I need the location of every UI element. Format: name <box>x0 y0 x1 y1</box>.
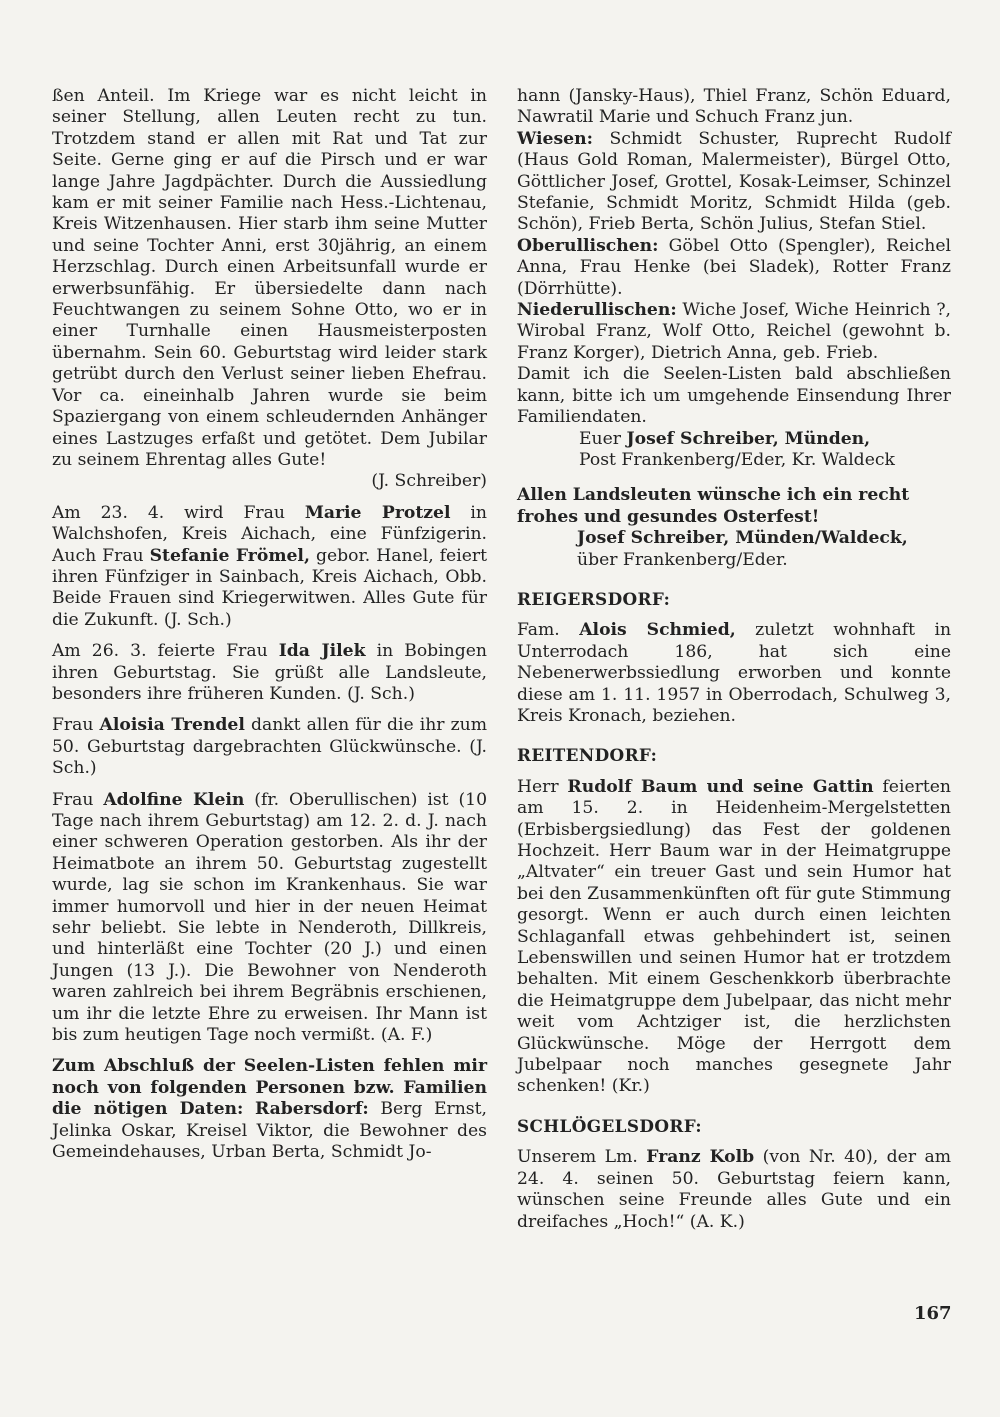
village-label: Oberullischen: <box>517 235 659 256</box>
easter-signature <box>517 528 951 571</box>
notice-kolb: Unserem Lm. Franz Kolb (von Nr. 40), der am 24. 4. seinen 50. Geburtstag feiern kann, wünschen seine Freunde alles Gute und ein dreifaches „Hoch!“ (A. K.) <box>517 1147 952 1232</box>
person-name: Alois Schmied, <box>579 620 736 641</box>
list-niederullischen: Niederullischen: Wiche Josef, Wiche Heinrich ?, Wirobal Franz, Wolf Otto, Reichel (gewohnt b. Franz Korger), Dietrich Anna, geb. Frieb. <box>517 300 951 363</box>
section-heading-reitendorf: REITENDORF: <box>517 745 658 766</box>
seelen-listen-request: Zum Abschluß der Seelen-Listen fehlen mir noch von folgenden Personen bzw. Familien die nötigen Daten: Rabersdorf: Berg Ernst, Jelinka Oskar, Kreisel Viktor, die Bewohner des Gemeindehauses, Urban Berta, Schmidt Jo- <box>52 1056 487 1163</box>
list-oberullischen: Oberullischen: Göbel Otto (Spengler), Reichel Anna, Frau Henke (bei Sladek), Rotter Franz (Dörrhütte). <box>517 235 951 299</box>
right-column <box>517 86 951 1243</box>
request-heading: Zum Abschluß der Seelen-Listen fehlen mir noch von folgenden Personen bzw. Familien die nötigen Daten: <box>52 1056 487 1120</box>
list-rabersdorf-continued: hann (Jansky-Haus), Thiel Franz, Schön Eduard, Nawratil Marie und Schuch Franz jun. <box>517 86 951 128</box>
notice-trendel: Frau Aloisia Trendel dankt allen für die ihr zum 50. Geburtstag dargebrachten Glückwünsche. (J. Sch.) <box>52 715 487 779</box>
left-column <box>52 86 487 1164</box>
birthday-article-continued <box>52 86 487 471</box>
article-text: ßen Anteil. Im Kriege war es nicht leicht in seiner Stellung, allen Leuten recht zu tun. Trotzdem stand er allen mit Rat und Tat zur Seite. Gerne ging er auf die Pirsch und er war lange Jahre Jagdpächter. Durch die Aussiedlung kam er mit seiner Familie nach Hess.-Lichtenau, Kreis Witzenhausen. Hier starb ihm seine Mutter und seine Tochter Anni, erst 30jährig, an einem Herzschlag. Durch einen Arbeitsunfall wurde er erwerbsunfähig. Er übersiedelte dann nach Feuchtwangen zu seinem Sohne Otto, wo er in einer Turnhalle einen Hausmeisterposten übernahm. Sein 60. Geburtstag wird leider stark getrübt durch den Verlust seiner lieben Ehefrau. Vor ca. eineinhalb Jahren wurde sie beim Spaziergang von einem schleudernden Anhänger eines Lastzuges erfaßt und getötet. Dem Jubilar zu seinem Ehrentag alles Gute! <box>52 86 487 470</box>
easter-greeting: Allen Landsleuten wünsche ich ein recht frohes und gesundes Osterfest! <box>517 485 910 527</box>
notice-schmied: Fam. Alois Schmied, zuletzt wohnhaft in Unterrodach 186, hat sich eine Nebenerwerbssiedlung erworben und konnte diese am 1. 11. 1957 in Oberrodach, Schulweg 3, Kreis Kronach, beziehen. <box>517 620 952 726</box>
person-name: Marie Protzel <box>304 502 451 523</box>
person-name: Rudolf Baum und seine Gattin <box>567 776 874 797</box>
signer-address: über Frankenberg/Eder. <box>577 549 788 570</box>
signer-name: Josef Schreiber, Münden/Waldeck, <box>577 528 908 549</box>
article-signature: (J. Schreiber) <box>371 471 487 492</box>
page-number: 167 <box>914 1303 952 1324</box>
person-name: Ida Jilek <box>278 641 366 662</box>
village-label: Niederullischen: <box>517 300 677 321</box>
list-wiesen: Wiesen: Schmidt Schuster, Ruprecht Rudolf (Haus Gold Roman, Malermeister), Bürgel Otto, Göttlicher Josef, Grottel, Kosak-Leimser, Schinzel Stefanie, Schmidt Moritz, Schmidt Hilda (geb. Schön), Frieb Berta, Schön Julius, Stefan Stiel. <box>517 128 951 235</box>
person-name: Stefanie Frömel, <box>149 545 310 566</box>
notice-jilek: Am 26. 3. feierte Frau Ida Jilek in Bobingen ihren Geburtstag. Sie grüßt alle Landsleute, besonders ihre früheren Kunden. (J. Sch.) <box>52 641 487 704</box>
person-name: Adolfine Klein <box>103 789 245 810</box>
person-name: Franz Kolb <box>646 1147 755 1168</box>
signer-name: Josef Schreiber, Münden, <box>626 428 871 449</box>
person-name: Aloisia Trendel <box>99 715 245 736</box>
village-label: Wiesen: <box>517 128 593 149</box>
closing-request: Damit ich die Seelen-Listen bald abschließen kann, bitte ich um umgehende Einsendung Ihrer Familiendaten. <box>517 364 951 428</box>
notice-protzel: Am 23. 4. wird Frau Marie Protzel in Walchshofen, Kreis Aichach, eine Fünfzigerin. Auch Frau Stefanie Frömel, gebor. Hanel, feiert ihren Fünfziger in Sainbach, Kreis Aichach, Obb. Beide Frauen sind Kriegerwitwen. Alles Gute für die Zukunft. (J. Sch.) <box>52 502 487 630</box>
notice-baum: Herr Rudolf Baum und seine Gattin feierten am 15. 2. in Heidenheim-Mergelstetten (Erbisbergsiedlung) das Fest der goldenen Hochzeit. Herr Baum war in der Heimatgruppe „Altvater“ ein treuer Gast und sein Humor hat bei den Zusammenkünften oft für gute Stimmung gesorgt. Wenn er auch durch einen leichten Schlaganfall etwas gehbehindert ist, seinen Lebenswillen und seinen Humor hat er trotzdem behalten. Mit einem Geschenkkorb überbrachte die Heimatgruppe dem Jubelpaar, das nicht mehr weit vom Achtziger ist, die herzlichsten Glückwünsche. Möge der Herrgott dem Jubelpaar noch manches gesegnete Jahr schenken! (Kr.) <box>517 776 951 1097</box>
signature-block: Euer Josef Schreiber, Münden, Post Frankenberg/Eder, Kr. Waldeck <box>517 429 951 472</box>
section-heading-schloegelsdorf: SCHLÖGELSDORF: <box>517 1115 703 1136</box>
signer-address: Post Frankenberg/Eder, Kr. Waldeck <box>579 449 895 470</box>
section-heading-reigersdorf: REIGERSDORF: <box>517 588 671 609</box>
village-label: Rabersdorf: <box>254 1099 369 1120</box>
obituary-klein: Frau Adolfine Klein (fr. Oberullischen) ist (10 Tage nach ihrem Geburtstag) am 12. 2. d. J. nach einer schweren Operation gestorben. Als ihr der Heimatbote an ihrem 50. Geburtstag zugestellt wurde, lag sie schon im Krankenhaus. Sie war immer humorvoll und hier in der neuen Heimat sehr beliebt. Sie lebte in Nenderoth, Dillkreis, und hinterläßt eine Tochter (20 J.) und einen Jungen (13 J.). Die Bewohner von Nenderoth waren zahlreich bei ihrem Begräbnis erschienen, um ihr die letzte Ehre zu erweisen. Ihr Mann ist bis zum heutigen Tage noch vermißt. (A. F.) <box>52 789 488 1046</box>
